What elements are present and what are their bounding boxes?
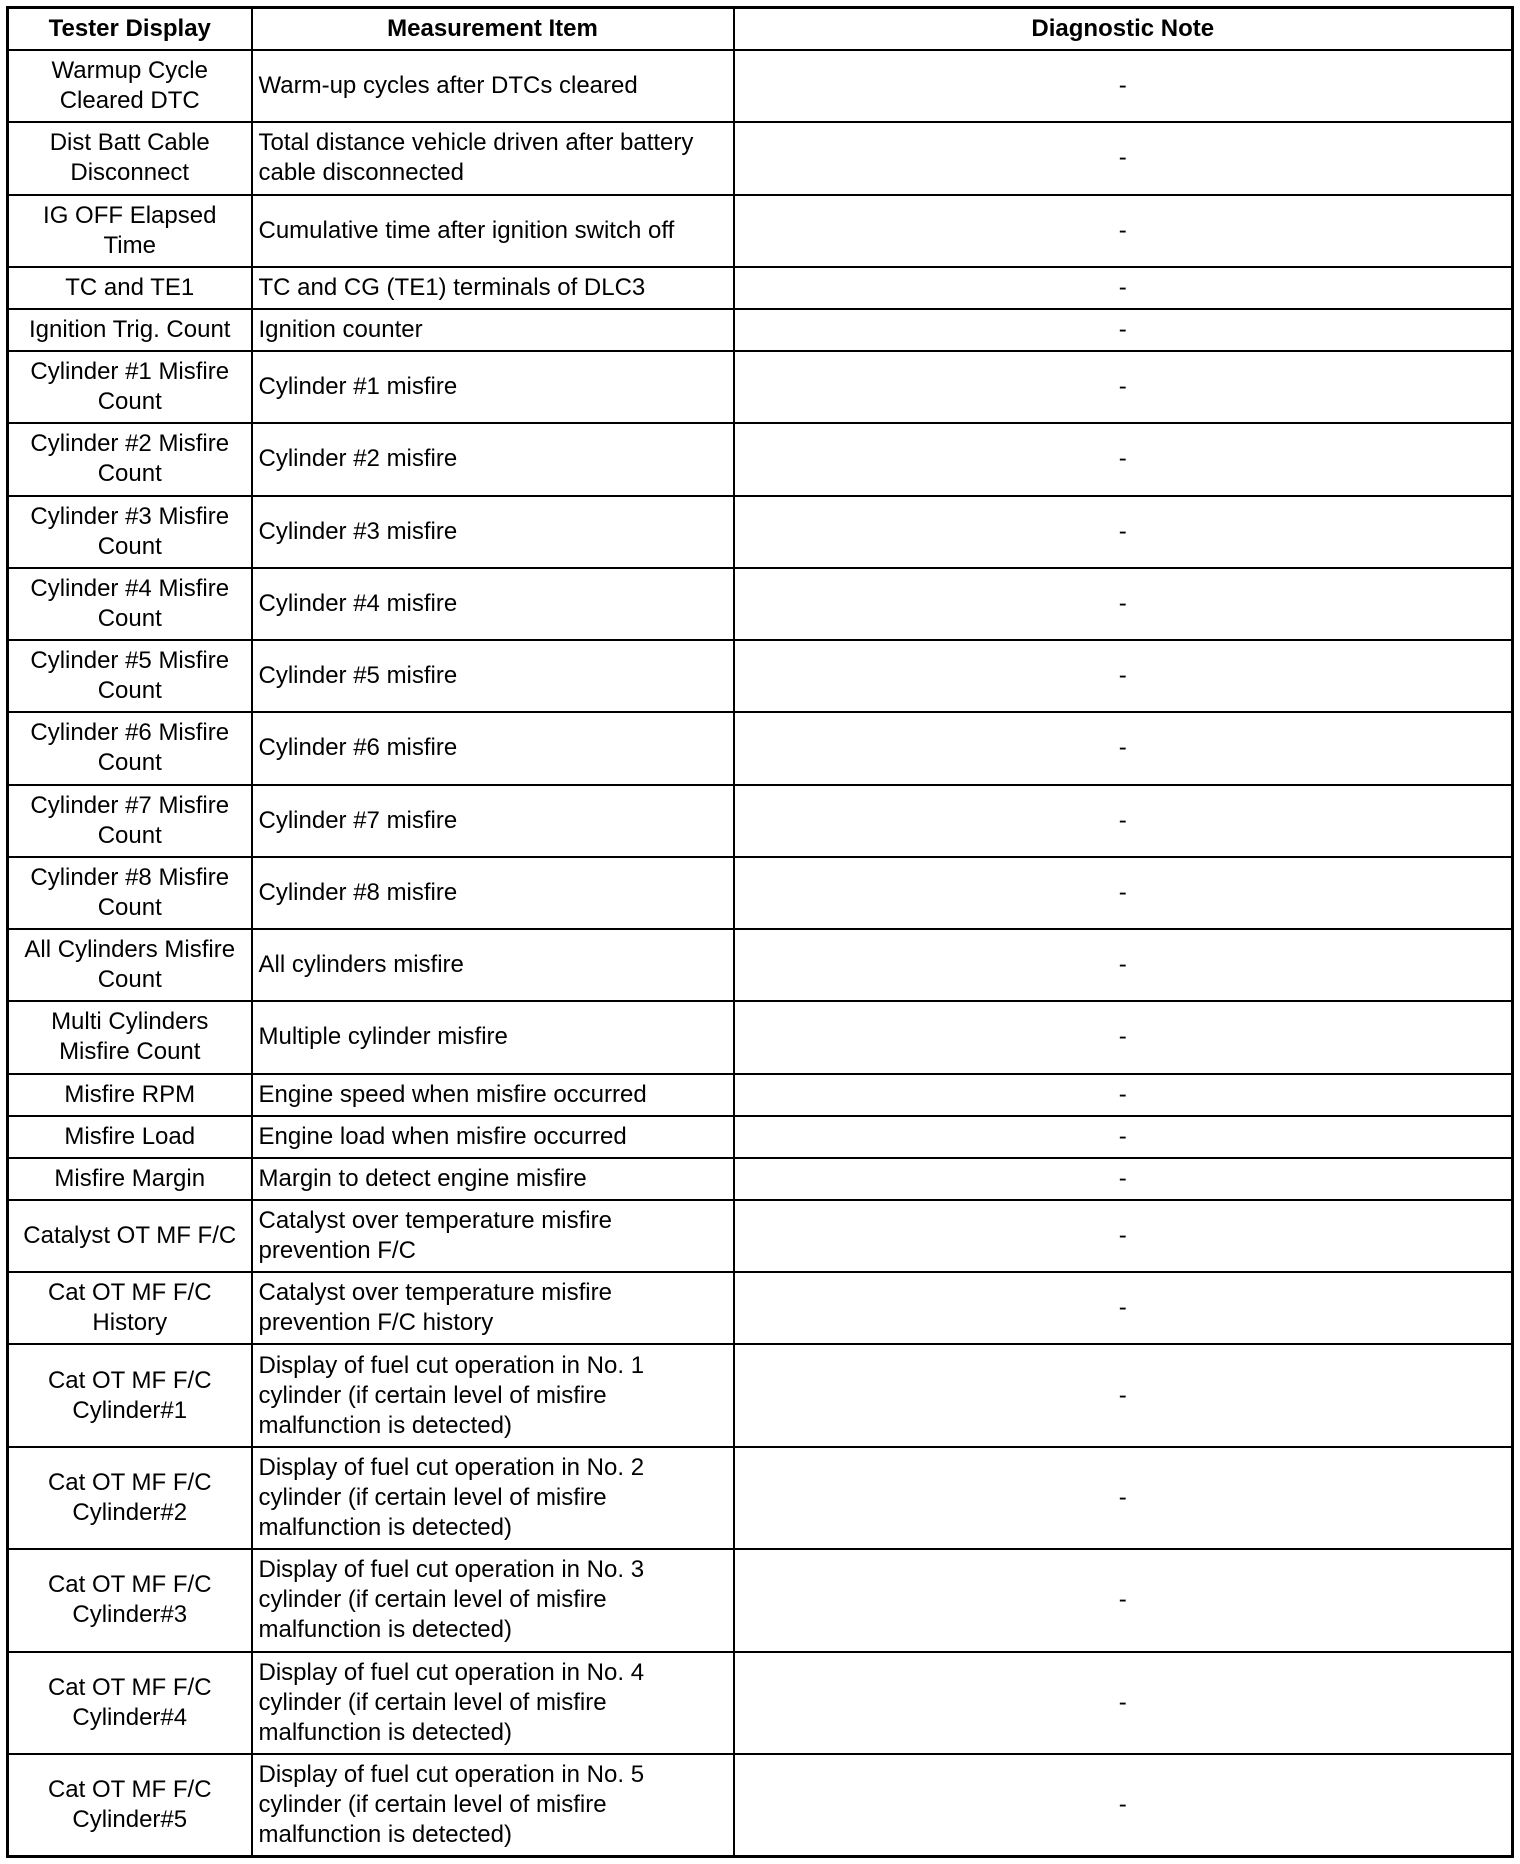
- data-list-table: [6, 6, 1514, 1858]
- header-measurement-item: Measurement Item: [252, 8, 734, 51]
- diagnostic-note-cell: -: [734, 195, 1513, 267]
- diagnostic-note-cell: -: [734, 496, 1513, 568]
- measurement-item-cell: TC and CG (TE1) terminals of DLC3: [252, 267, 734, 309]
- header-diagnostic-note: Diagnostic Note: [734, 8, 1513, 51]
- tester-display-cell: Cylinder #1 Misfire Count: [8, 351, 252, 423]
- measurement-item-cell: Margin to detect engine misfire: [252, 1158, 734, 1200]
- measurement-item-cell: Cylinder #7 misfire: [252, 785, 734, 857]
- tester-display-cell: Cylinder #2 Misfire Count: [8, 423, 252, 495]
- diagnostic-note-cell: -: [734, 1272, 1513, 1344]
- tester-display-cell: Cylinder #7 Misfire Count: [8, 785, 252, 857]
- table-row: [8, 496, 1513, 568]
- diagnostic-note-cell: -: [734, 267, 1513, 309]
- diagnostic-note-cell: -: [734, 929, 1513, 1001]
- diagnostic-note-cell: -: [734, 423, 1513, 495]
- tester-display-cell: Cat OT MF F/C Cylinder#2: [8, 1447, 252, 1549]
- measurement-item-cell: Cylinder #4 misfire: [252, 568, 734, 640]
- measurement-item-cell: Display of fuel cut operation in No. 2 cylinder (if certain level of misfire malfunction is detected): [252, 1447, 734, 1549]
- tester-display-cell: Misfire Margin: [8, 1158, 252, 1200]
- diagnostic-note-cell: -: [734, 1116, 1513, 1158]
- measurement-item-cell: Multiple cylinder misfire: [252, 1001, 734, 1073]
- measurement-item-cell: Cumulative time after ignition switch off: [252, 195, 734, 267]
- diagnostic-note-cell: -: [734, 1158, 1513, 1200]
- header-row: [8, 8, 1513, 51]
- tester-display-cell: Warmup Cycle Cleared DTC: [8, 50, 252, 122]
- diagnostic-note-cell: -: [734, 50, 1513, 122]
- diagnostic-note-cell: -: [734, 712, 1513, 784]
- tester-display-cell: Cylinder #4 Misfire Count: [8, 568, 252, 640]
- diagnostic-note-cell: -: [734, 122, 1513, 194]
- measurement-item-cell: Cylinder #3 misfire: [252, 496, 734, 568]
- measurement-item-cell: Cylinder #6 misfire: [252, 712, 734, 784]
- tester-display-cell: Cylinder #5 Misfire Count: [8, 640, 252, 712]
- measurement-item-cell: Engine load when misfire occurred: [252, 1116, 734, 1158]
- diagnostic-note-cell: -: [734, 1652, 1513, 1754]
- diagnostic-note-cell: -: [734, 857, 1513, 929]
- table-row: [8, 568, 1513, 640]
- measurement-item-cell: Cylinder #5 misfire: [252, 640, 734, 712]
- tester-display-cell: Misfire Load: [8, 1116, 252, 1158]
- tester-display-cell: Cat OT MF F/C Cylinder#5: [8, 1754, 252, 1857]
- table-row: [8, 712, 1513, 784]
- table-row: [8, 50, 1513, 122]
- measurement-item-cell: Display of fuel cut operation in No. 5 cylinder (if certain level of misfire malfunction is detected): [252, 1754, 734, 1857]
- diagnostic-note-cell: -: [734, 1754, 1513, 1857]
- table-row: [8, 267, 1513, 309]
- table-row: [8, 1158, 1513, 1200]
- table-row: [8, 1754, 1513, 1857]
- tester-display-cell: Cat OT MF F/C Cylinder#4: [8, 1652, 252, 1754]
- measurement-item-cell: Cylinder #8 misfire: [252, 857, 734, 929]
- measurement-item-cell: Cylinder #2 misfire: [252, 423, 734, 495]
- table-row: [8, 1652, 1513, 1754]
- tester-display-cell: Cat OT MF F/C Cylinder#1: [8, 1344, 252, 1446]
- table-row: [8, 351, 1513, 423]
- table-row: [8, 1272, 1513, 1344]
- measurement-item-cell: Engine speed when misfire occurred: [252, 1074, 734, 1116]
- measurement-item-cell: Catalyst over temperature misfire prevention F/C: [252, 1200, 734, 1272]
- measurement-item-cell: Total distance vehicle driven after battery cable disconnected: [252, 122, 734, 194]
- data-list-table-frame: [6, 6, 1514, 1858]
- tester-display-cell: IG OFF Elapsed Time: [8, 195, 252, 267]
- header-tester-display: Tester Display: [8, 8, 252, 51]
- table-row: [8, 195, 1513, 267]
- measurement-item-cell: Display of fuel cut operation in No. 3 cylinder (if certain level of misfire malfunction is detected): [252, 1549, 734, 1651]
- measurement-item-cell: Cylinder #1 misfire: [252, 351, 734, 423]
- tester-display-cell: Cylinder #6 Misfire Count: [8, 712, 252, 784]
- measurement-item-cell: Catalyst over temperature misfire prevention F/C history: [252, 1272, 734, 1344]
- measurement-item-cell: All cylinders misfire: [252, 929, 734, 1001]
- tester-display-cell: Ignition Trig. Count: [8, 309, 252, 351]
- tester-display-cell: Cat OT MF F/C Cylinder#3: [8, 1549, 252, 1651]
- table-row: [8, 929, 1513, 1001]
- tester-display-cell: Cylinder #3 Misfire Count: [8, 496, 252, 568]
- table-row: [8, 1447, 1513, 1549]
- table-row: [8, 1200, 1513, 1272]
- diagnostic-note-cell: -: [734, 1074, 1513, 1116]
- table-row: [8, 309, 1513, 351]
- tester-display-cell: Catalyst OT MF F/C: [8, 1200, 252, 1272]
- diagnostic-note-cell: -: [734, 1549, 1513, 1651]
- diagnostic-note-cell: -: [734, 351, 1513, 423]
- diagnostic-note-cell: -: [734, 640, 1513, 712]
- table-row: [8, 1001, 1513, 1073]
- diagnostic-note-cell: -: [734, 1344, 1513, 1446]
- tester-display-cell: TC and TE1: [8, 267, 252, 309]
- tester-display-cell: All Cylinders Misfire Count: [8, 929, 252, 1001]
- tester-display-cell: Cat OT MF F/C History: [8, 1272, 252, 1344]
- tester-display-cell: Dist Batt Cable Disconnect: [8, 122, 252, 194]
- table-row: [8, 640, 1513, 712]
- measurement-item-cell: Display of fuel cut operation in No. 1 cylinder (if certain level of misfire malfunction is detected): [252, 1344, 734, 1446]
- diagnostic-note-cell: -: [734, 568, 1513, 640]
- measurement-item-cell: Display of fuel cut operation in No. 4 cylinder (if certain level of misfire malfunction is detected): [252, 1652, 734, 1754]
- diagnostic-note-cell: -: [734, 309, 1513, 351]
- measurement-item-cell: Ignition counter: [252, 309, 734, 351]
- table-row: [8, 1549, 1513, 1651]
- table-row: [8, 785, 1513, 857]
- table-row: [8, 857, 1513, 929]
- measurement-item-cell: Warm-up cycles after DTCs cleared: [252, 50, 734, 122]
- tester-display-cell: Misfire RPM: [8, 1074, 252, 1116]
- diagnostic-note-cell: -: [734, 785, 1513, 857]
- tester-display-cell: Multi Cylinders Misfire Count: [8, 1001, 252, 1073]
- diagnostic-note-cell: -: [734, 1447, 1513, 1549]
- table-row: [8, 1074, 1513, 1116]
- tester-display-cell: Cylinder #8 Misfire Count: [8, 857, 252, 929]
- table-row: [8, 122, 1513, 194]
- diagnostic-note-cell: -: [734, 1001, 1513, 1073]
- diagnostic-note-cell: -: [734, 1200, 1513, 1272]
- table-row: [8, 423, 1513, 495]
- table-row: [8, 1344, 1513, 1446]
- table-row: [8, 1116, 1513, 1158]
